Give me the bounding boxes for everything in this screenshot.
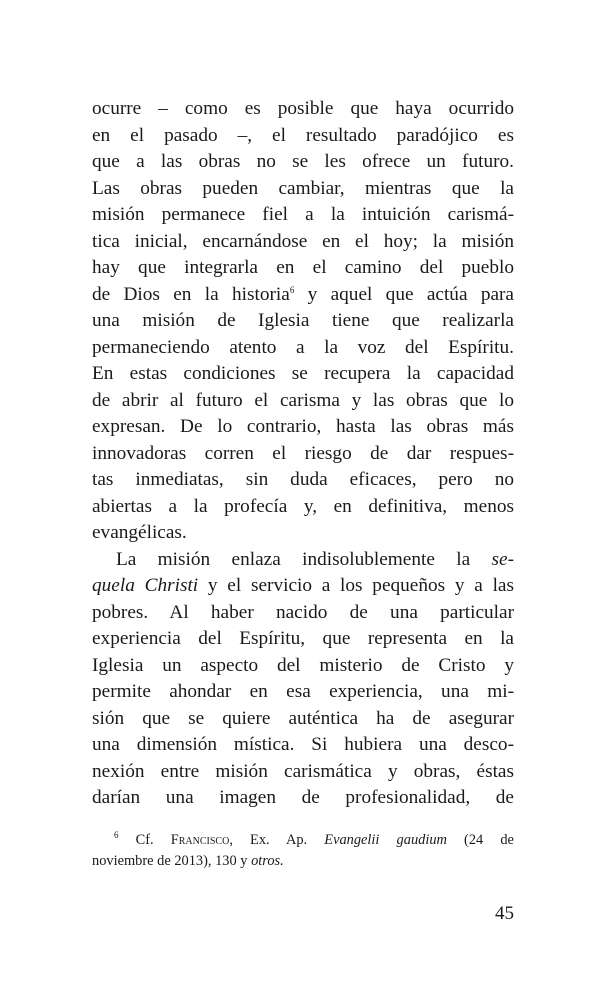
text-line: en el pasado –, el resultado paradójico es xyxy=(92,124,514,146)
paragraph-1 xyxy=(92,96,514,547)
text-line: una dimensión mística. Si hubiera una desco- xyxy=(92,734,514,755)
text-line: tica inicial, encarnándose en el hoy; la misión xyxy=(92,230,514,252)
text-line xyxy=(92,282,514,309)
text-line: misión permanece fiel a la intuición carismá- xyxy=(92,204,514,225)
text-line: evangélicas. xyxy=(92,522,187,543)
text-line: de abrir al futuro el carisma y las obras que lo xyxy=(92,389,514,411)
footnote-work-title: Evangelii gaudium xyxy=(324,832,447,848)
text-line: darían una imagen de profesionalidad, de xyxy=(92,787,514,808)
text-line: Las obras pueden cambiar, mientras que la xyxy=(92,177,514,199)
text-line: abiertas a la profecía y, en definitiva, menos xyxy=(92,495,514,517)
text-line: pobres. Al haber nacido de una particular xyxy=(92,601,514,623)
text-line: nexión entre misión carismática y obras, éstas xyxy=(92,760,514,782)
text-fragment: La misión enlaza indisolublemente la xyxy=(116,548,471,570)
text-line: sión que se quiere auténtica ha de asegurar xyxy=(92,707,514,729)
footnote xyxy=(92,830,514,872)
page-number: 45 xyxy=(495,903,514,924)
text-line: expresan. De lo contrario, hasta las obras más xyxy=(92,416,514,437)
text-line: tas inmediatas, sin duda eficaces, pero no xyxy=(92,469,514,490)
footnote-line xyxy=(92,851,514,872)
footnote-line xyxy=(92,830,514,851)
text-fragment: y aquel que actúa para xyxy=(307,283,514,305)
text-line: permite ahondar en esa experiencia, una mi- xyxy=(92,681,514,702)
text-line: experiencia del Espíritu, que representa en la xyxy=(92,628,514,649)
text-fragment: de Dios en la historia xyxy=(92,283,290,305)
text-line: permaneciendo atento a la voz del Espíritu. xyxy=(92,336,514,358)
footnote-italic: otros. xyxy=(251,853,284,869)
text-line: una misión de Iglesia tiene que realizarla xyxy=(92,310,514,331)
text-line xyxy=(92,573,514,600)
footnote-reference: 6 xyxy=(289,284,295,295)
italic-fragment: quela Christi xyxy=(92,575,199,596)
text-line xyxy=(92,547,514,574)
footnote-text: Cf. xyxy=(135,832,154,848)
text-line: que a las obras no se les ofrece un futuro. xyxy=(92,151,514,172)
text-line: innovadoras corren el riesgo de dar respues- xyxy=(92,442,514,464)
text-line: hay que integrarla en el camino del pueblo xyxy=(92,257,514,278)
page-body xyxy=(92,96,514,812)
footnote-text: (24 de xyxy=(464,832,514,848)
text-fragment: y el servicio a los pequeños y a las xyxy=(207,575,514,596)
paragraph-2 xyxy=(92,547,514,812)
text-line: Iglesia un aspecto del misterio de Cristo y xyxy=(92,654,514,676)
italic-fragment: se- xyxy=(491,548,515,570)
footnote-text: , Ex. Ap. xyxy=(229,832,308,848)
footnote-marker: 6 xyxy=(114,830,119,840)
text-line: ocurre – como es posible que haya ocurrido xyxy=(92,98,514,119)
text-line: En estas condiciones se recupera la capacidad xyxy=(92,363,514,384)
footnote-text: noviembre de 2013), 130 y xyxy=(92,853,248,869)
footnote-author: Francisco xyxy=(170,832,230,848)
